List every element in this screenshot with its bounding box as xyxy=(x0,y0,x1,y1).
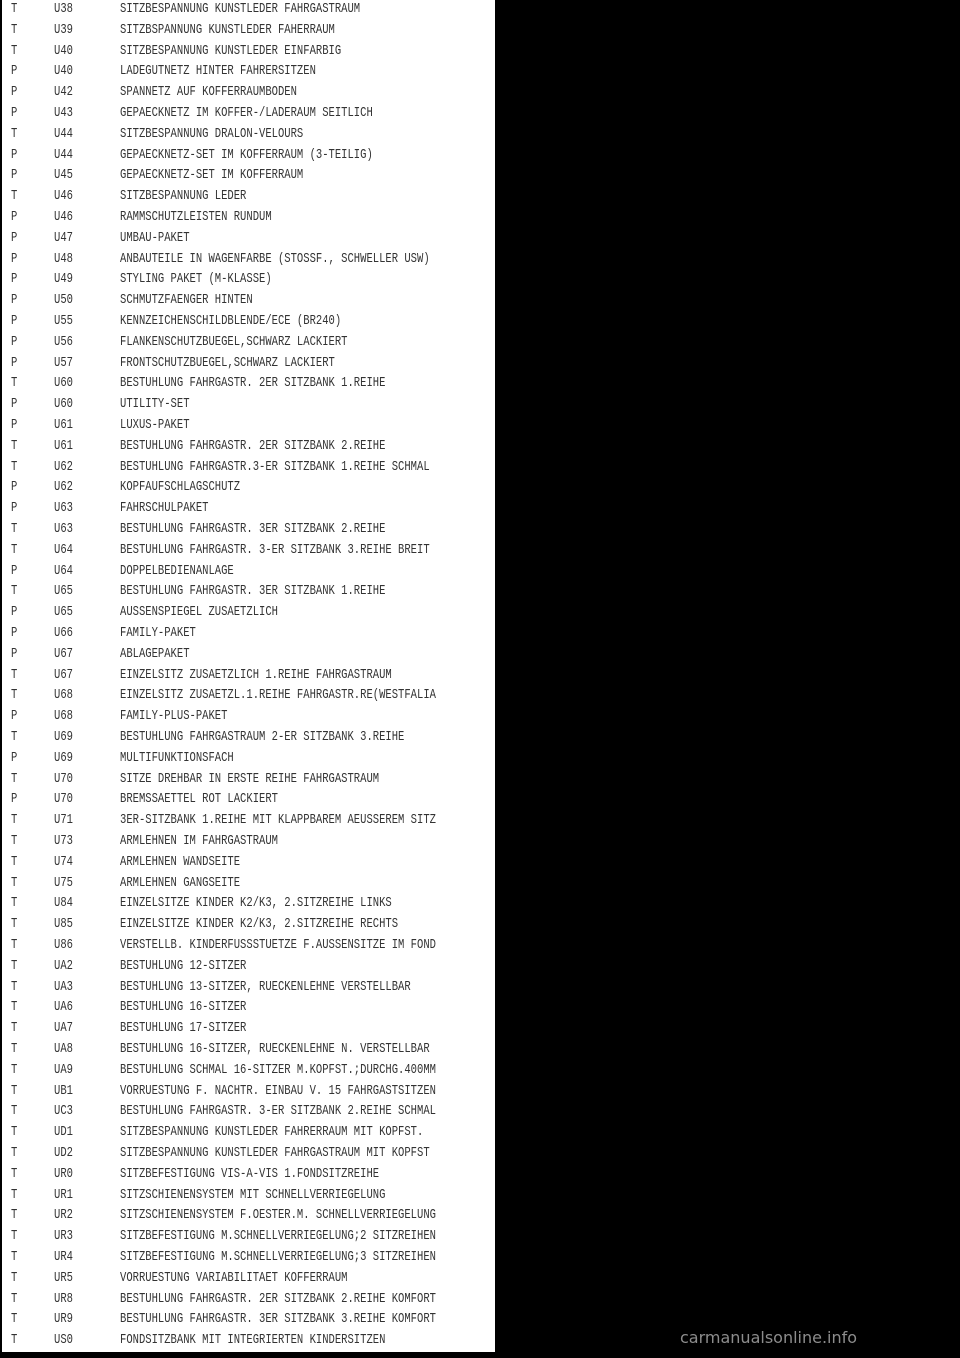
row-description: 3ER-SITZBANK 1.REIHE MIT KLAPPBAREM AEUSSEREM SITZ xyxy=(120,813,436,829)
row-type: P xyxy=(11,563,18,579)
table-row xyxy=(2,749,495,770)
row-code: UR8 xyxy=(54,1291,73,1307)
table-row xyxy=(2,1290,495,1311)
row-description: GEPAECKNETZ-SET IM KOFFERRAUM xyxy=(120,168,304,184)
table-row xyxy=(2,416,495,437)
table-row xyxy=(2,936,495,957)
table-row xyxy=(2,832,495,853)
row-description: BESTUHLUNG FAHRGASTR. 3-ER SITZBANK 2.REIHE SCHMAL xyxy=(120,1104,436,1120)
row-type: P xyxy=(11,792,18,808)
watermark: carmanualsonline.info xyxy=(680,1328,858,1347)
row-description: UMBAU-PAKET xyxy=(120,230,190,246)
row-type: T xyxy=(11,813,18,829)
table-row xyxy=(2,374,495,395)
row-description: ARMLEHNEN IM FAHRGASTRAUM xyxy=(120,834,278,849)
row-code: UA7 xyxy=(54,1021,73,1037)
row-type: P xyxy=(11,314,18,329)
table-row xyxy=(2,83,495,104)
row-description: DOPPELBEDIENANLAGE xyxy=(120,563,234,579)
row-type: P xyxy=(11,64,18,80)
table-row xyxy=(2,1269,495,1290)
table-row xyxy=(2,686,495,707)
row-code: U70 xyxy=(54,792,73,808)
row-type: T xyxy=(11,938,18,953)
row-description: FAMILY-PLUS-PAKET xyxy=(120,709,228,725)
table-row xyxy=(2,624,495,645)
row-description: KENNZEICHENSCHILDBLENDE/ECE (BR240) xyxy=(120,314,342,329)
row-code: U45 xyxy=(54,168,73,184)
row-code: UA9 xyxy=(54,1062,73,1078)
row-type: T xyxy=(11,896,18,912)
table-row xyxy=(2,728,495,749)
table-row xyxy=(2,1040,495,1061)
row-code: U42 xyxy=(54,85,73,101)
table-row xyxy=(2,541,495,562)
table-row xyxy=(2,915,495,936)
table-row xyxy=(2,1082,495,1103)
row-code: UR4 xyxy=(54,1250,73,1265)
row-description: LADEGUTNETZ HINTER FAHRERSITZEN xyxy=(120,64,316,80)
row-code: UR2 xyxy=(54,1208,73,1224)
row-type: P xyxy=(11,646,18,662)
table-row xyxy=(2,1165,495,1186)
table-row xyxy=(2,395,495,416)
row-type: T xyxy=(11,1208,18,1224)
row-code: U40 xyxy=(54,64,73,80)
row-type: T xyxy=(11,917,18,933)
row-description: FAMILY-PAKET xyxy=(120,626,196,641)
table-row xyxy=(2,957,495,978)
row-description: ABLAGEPAKET xyxy=(120,646,190,662)
table-row xyxy=(2,291,495,312)
table-row xyxy=(2,104,495,125)
row-type: P xyxy=(11,293,18,309)
row-description: BESTUHLUNG FAHRGASTR. 3-ER SITZBANK 3.REIHE BREIT xyxy=(120,542,430,558)
row-type: T xyxy=(11,1229,18,1245)
row-code: U74 xyxy=(54,854,73,870)
table-row xyxy=(2,229,495,250)
row-code: U69 xyxy=(54,730,73,745)
row-code: U39 xyxy=(54,22,73,38)
row-description: FAHRSCHULPAKET xyxy=(120,501,209,517)
row-description: BESTUHLUNG FAHRGASTR. 2ER SITZBANK 2.REIHE xyxy=(120,438,386,454)
row-code: U40 xyxy=(54,43,73,59)
row-description: GEPAECKNETZ IM KOFFER-/LADERAUM SEITLICH xyxy=(120,106,373,121)
row-type: T xyxy=(11,1083,18,1099)
row-description: KOPFAUFSCHLAGSCHUTZ xyxy=(120,480,241,496)
row-code: U63 xyxy=(54,522,73,537)
row-type: P xyxy=(11,709,18,725)
table-row xyxy=(2,1206,495,1227)
row-code: US0 xyxy=(54,1333,73,1349)
row-description: BESTUHLUNG SCHMAL 16-SITZER M.KOPFST.;DURCHG.400MM xyxy=(120,1062,436,1078)
row-code: U73 xyxy=(54,834,73,849)
row-type: T xyxy=(11,1270,18,1286)
table-row xyxy=(2,770,495,791)
table-row xyxy=(2,270,495,291)
row-type: P xyxy=(11,272,18,288)
table-row xyxy=(2,1123,495,1144)
row-type: P xyxy=(11,750,18,766)
row-type: P xyxy=(11,230,18,246)
row-description: SITZSCHIENENSYSTEM F.OESTER.M. SCHNELLVERRIEGELUNG xyxy=(120,1208,436,1224)
row-description: BESTUHLUNG 16-SITZER xyxy=(120,1000,247,1016)
row-description: ARMLEHNEN WANDSEITE xyxy=(120,854,241,870)
row-description: BESTUHLUNG FAHRGASTRAUM 2-ER SITZBANK 3.REIHE xyxy=(120,730,405,745)
table-row xyxy=(2,21,495,42)
row-type: T xyxy=(11,459,18,475)
row-code: UB1 xyxy=(54,1083,73,1099)
row-description: GEPAECKNETZ-SET IM KOFFERRAUM (3-TEILIG) xyxy=(120,147,373,163)
row-type: P xyxy=(11,147,18,163)
row-type: T xyxy=(11,875,18,891)
row-code: U69 xyxy=(54,750,73,766)
row-type: T xyxy=(11,1042,18,1057)
row-code: U48 xyxy=(54,251,73,267)
table-row xyxy=(2,978,495,999)
table-row xyxy=(2,187,495,208)
row-code: U84 xyxy=(54,896,73,912)
table-row xyxy=(2,790,495,811)
table-row xyxy=(2,125,495,146)
row-code: UR9 xyxy=(54,1312,73,1328)
row-description: RAMMSCHUTZLEISTEN RUNDUM xyxy=(120,210,272,225)
row-type: P xyxy=(11,85,18,101)
row-code: UA3 xyxy=(54,979,73,995)
row-type: T xyxy=(11,979,18,995)
row-description: LUXUS-PAKET xyxy=(120,418,190,433)
table-row xyxy=(2,666,495,687)
row-code: UC3 xyxy=(54,1104,73,1120)
table-row xyxy=(2,811,495,832)
row-description: AUSSENSPIEGEL ZUSAETZLICH xyxy=(120,605,278,621)
row-type: T xyxy=(11,1312,18,1328)
row-description: SITZBESPANNUNG KUNSTLEDER FAHRGASTRAUM MIT KOPFST xyxy=(120,1146,430,1161)
row-type: T xyxy=(11,688,18,704)
row-code: U67 xyxy=(54,646,73,662)
row-code: U65 xyxy=(54,584,73,600)
table-row xyxy=(2,1186,495,1207)
row-description: MULTIFUNKTIONSFACH xyxy=(120,750,234,766)
row-code: U60 xyxy=(54,376,73,392)
row-code: UA6 xyxy=(54,1000,73,1016)
table-row xyxy=(2,520,495,541)
row-type: T xyxy=(11,771,18,787)
row-description: VERSTELLB. KINDERFUSSSTUETZE F.AUSSENSITZE IM FOND xyxy=(120,938,436,953)
row-type: T xyxy=(11,522,18,537)
row-description: BESTUHLUNG FAHRGASTR. 2ER SITZBANK 2.REIHE KOMFORT xyxy=(120,1291,436,1307)
table-row xyxy=(2,562,495,583)
row-type: T xyxy=(11,834,18,849)
row-description: BESTUHLUNG FAHRGASTR. 3ER SITZBANK 1.REIHE xyxy=(120,584,386,600)
row-description: SITZSCHIENENSYSTEM MIT SCHNELLVERRIEGELUNG xyxy=(120,1187,386,1203)
row-code: UA8 xyxy=(54,1042,73,1057)
table-row xyxy=(2,582,495,603)
row-type: T xyxy=(11,438,18,454)
row-type: T xyxy=(11,376,18,392)
row-type: P xyxy=(11,418,18,433)
row-description: SITZBSPANNUNG KUNSTLEDER FAHERRAUM xyxy=(120,22,335,38)
row-description: SITZBESPANNUNG KUNSTLEDER FAHRGASTRAUM xyxy=(120,2,361,17)
row-description: STYLING PAKET (M-KLASSE) xyxy=(120,272,272,288)
row-code: U64 xyxy=(54,542,73,558)
row-code: U43 xyxy=(54,106,73,121)
row-description: FLANKENSCHUTZBUEGEL,SCHWARZ LACKIERT xyxy=(120,334,348,350)
row-type: T xyxy=(11,1104,18,1120)
table-row xyxy=(2,458,495,479)
row-description: EINZELSITZE KINDER K2/K3, 2.SITZREIHE RECHTS xyxy=(120,917,399,933)
row-type: P xyxy=(11,355,18,371)
row-code: U44 xyxy=(54,126,73,142)
row-description: ARMLEHNEN GANGSEITE xyxy=(120,875,241,891)
row-type: T xyxy=(11,22,18,38)
row-type: T xyxy=(11,730,18,745)
table-row xyxy=(2,645,495,666)
row-code: U55 xyxy=(54,314,73,329)
row-type: P xyxy=(11,605,18,621)
row-description: BREMSSAETTEL ROT LACKIERT xyxy=(120,792,278,808)
row-code: U46 xyxy=(54,189,73,205)
row-code: U66 xyxy=(54,626,73,641)
row-description: BESTUHLUNG 17-SITZER xyxy=(120,1021,247,1037)
row-code: UD2 xyxy=(54,1146,73,1161)
row-type: T xyxy=(11,1187,18,1203)
row-code: UR1 xyxy=(54,1187,73,1203)
row-code: U67 xyxy=(54,667,73,683)
table-row xyxy=(2,478,495,499)
table-row xyxy=(2,874,495,895)
row-type: T xyxy=(11,1000,18,1016)
row-code: UD1 xyxy=(54,1125,73,1141)
table-row xyxy=(2,1227,495,1248)
row-code: U44 xyxy=(54,147,73,163)
row-code: UR3 xyxy=(54,1229,73,1245)
table-row xyxy=(2,62,495,83)
row-type: P xyxy=(11,210,18,225)
document-page xyxy=(2,0,495,1352)
row-description: EINZELSITZE KINDER K2/K3, 2.SITZREIHE LINKS xyxy=(120,896,392,912)
table-row xyxy=(2,208,495,229)
row-type: T xyxy=(11,1250,18,1265)
table-row xyxy=(2,1102,495,1123)
row-description: BESTUHLUNG FAHRGASTR. 3ER SITZBANK 2.REIHE xyxy=(120,522,386,537)
row-code: UR5 xyxy=(54,1270,73,1286)
table-row xyxy=(2,603,495,624)
row-code: UA2 xyxy=(54,958,73,974)
row-code: U60 xyxy=(54,397,73,413)
table-row xyxy=(2,146,495,167)
row-description: VORRUESTUNG F. NACHTR. EINBAU V. 15 FAHRGASTSITZEN xyxy=(120,1083,436,1099)
row-code: U70 xyxy=(54,771,73,787)
table-row xyxy=(2,312,495,333)
row-code: U57 xyxy=(54,355,73,371)
row-code: U46 xyxy=(54,210,73,225)
row-description: EINZELSITZ ZUSAETZLICH 1.REIHE FAHRGASTRAUM xyxy=(120,667,392,683)
row-description: FRONTSCHUTZBUEGEL,SCHWARZ LACKIERT xyxy=(120,355,335,371)
row-description: SITZBESPANNUNG KUNSTLEDER FAHRERRAUM MIT KOPFST. xyxy=(120,1125,424,1141)
row-type: T xyxy=(11,1333,18,1349)
row-description: ANBAUTEILE IN WAGENFARBE (STOSSF., SCHWELLER USW) xyxy=(120,251,430,267)
row-description: BESTUHLUNG FAHRGASTR. 3ER SITZBANK 3.REIHE KOMFORT xyxy=(120,1312,436,1328)
table-row xyxy=(2,1061,495,1082)
row-code: U62 xyxy=(54,459,73,475)
row-code: U63 xyxy=(54,501,73,517)
table-row xyxy=(2,894,495,915)
row-description: SITZBESPANNUNG KUNSTLEDER EINFARBIG xyxy=(120,43,342,59)
row-code: U86 xyxy=(54,938,73,953)
row-type: T xyxy=(11,1146,18,1161)
row-code: U47 xyxy=(54,230,73,246)
row-code: U50 xyxy=(54,293,73,309)
row-code: U68 xyxy=(54,688,73,704)
row-type: T xyxy=(11,1021,18,1037)
row-code: U56 xyxy=(54,334,73,350)
row-type: T xyxy=(11,958,18,974)
row-code: U64 xyxy=(54,563,73,579)
table-row xyxy=(2,1310,495,1331)
row-description: SPANNETZ AUF KOFFERRAUMBODEN xyxy=(120,85,297,101)
row-type: T xyxy=(11,1062,18,1078)
row-description: BESTUHLUNG 16-SITZER, RUECKENLEHNE N. VERSTELLBAR xyxy=(120,1042,430,1057)
table-row xyxy=(2,1144,495,1165)
row-description: SITZBEFESTIGUNG M.SCHNELLVERRIEGELUNG;3 SITZREIHEN xyxy=(120,1250,436,1265)
row-description: SITZE DREHBAR IN ERSTE REIHE FAHRGASTRAUM xyxy=(120,771,380,787)
row-description: BESTUHLUNG FAHRGASTR.3-ER SITZBANK 1.REIHE SCHMAL xyxy=(120,459,430,475)
table-row xyxy=(2,0,495,21)
row-type: T xyxy=(11,854,18,870)
row-code: U49 xyxy=(54,272,73,288)
row-code: U65 xyxy=(54,605,73,621)
row-description: BESTUHLUNG FAHRGASTR. 2ER SITZBANK 1.REIHE xyxy=(120,376,386,392)
table-row xyxy=(2,354,495,375)
row-description: SCHMUTZFAENGER HINTEN xyxy=(120,293,253,309)
table-row xyxy=(2,1331,495,1352)
row-description: BESTUHLUNG 13-SITZER, RUECKENLEHNE VERSTELLBAR xyxy=(120,979,411,995)
row-type: P xyxy=(11,334,18,350)
row-type: P xyxy=(11,626,18,641)
row-code: U75 xyxy=(54,875,73,891)
row-type: P xyxy=(11,251,18,267)
row-type: T xyxy=(11,2,18,17)
table-row xyxy=(2,250,495,271)
row-code: U61 xyxy=(54,438,73,454)
table-row xyxy=(2,333,495,354)
row-description: SITZBEFESTIGUNG VIS-A-VIS 1.FONDSITZREIHE xyxy=(120,1166,380,1182)
row-description: SITZBESPANNUNG DRALON-VELOURS xyxy=(120,126,304,142)
row-description: SITZBESPANNUNG LEDER xyxy=(120,189,247,205)
row-description: SITZBEFESTIGUNG M.SCHNELLVERRIEGELUNG;2 SITZREIHEN xyxy=(120,1229,436,1245)
row-type: P xyxy=(11,501,18,517)
table-row xyxy=(2,1248,495,1269)
table-row xyxy=(2,707,495,728)
row-type: P xyxy=(11,168,18,184)
row-code: UR0 xyxy=(54,1166,73,1182)
row-type: T xyxy=(11,667,18,683)
row-type: P xyxy=(11,480,18,496)
row-type: T xyxy=(11,189,18,205)
row-type: P xyxy=(11,397,18,413)
row-type: T xyxy=(11,126,18,142)
row-description: UTILITY-SET xyxy=(120,397,190,413)
table-row xyxy=(2,166,495,187)
row-code: U61 xyxy=(54,418,73,433)
row-type: T xyxy=(11,1125,18,1141)
table-row xyxy=(2,998,495,1019)
table-row xyxy=(2,853,495,874)
table-row xyxy=(2,1019,495,1040)
row-code: U38 xyxy=(54,2,73,17)
row-type: T xyxy=(11,1291,18,1307)
row-code: U71 xyxy=(54,813,73,829)
row-type: T xyxy=(11,542,18,558)
row-type: P xyxy=(11,106,18,121)
row-type: T xyxy=(11,1166,18,1182)
row-code: U68 xyxy=(54,709,73,725)
table-row xyxy=(2,42,495,63)
row-description: EINZELSITZ ZUSAETZL.1.REIHE FAHRGASTR.RE(WESTFALIA xyxy=(120,688,436,704)
row-type: T xyxy=(11,584,18,600)
table-row xyxy=(2,437,495,458)
row-code: U85 xyxy=(54,917,73,933)
row-description: VORRUESTUNG VARIABILITAET KOFFERRAUM xyxy=(120,1270,348,1286)
row-code: U62 xyxy=(54,480,73,496)
row-description: BESTUHLUNG 12-SITZER xyxy=(120,958,247,974)
row-type: T xyxy=(11,43,18,59)
table-row xyxy=(2,499,495,520)
row-description: FONDSITZBANK MIT INTEGRIERTEN KINDERSITZEN xyxy=(120,1333,386,1349)
